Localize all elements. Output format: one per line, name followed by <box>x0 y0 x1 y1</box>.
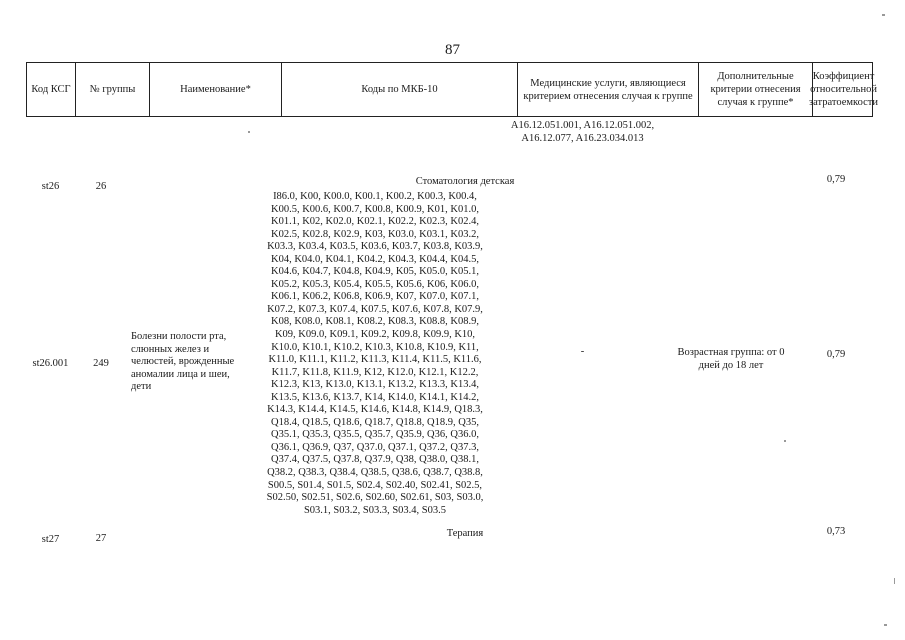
st27-code: st27 <box>41 534 60 545</box>
st26-profile: Стоматология детская <box>415 176 515 187</box>
st27-coefficient: 0,73 <box>826 526 846 537</box>
header-extra-criteria: Дополнительные критерии отнесения случая к группе* <box>699 63 813 116</box>
header-icd-codes: Коды по МКБ-10 <box>282 63 518 116</box>
st26-001-code: st26.001 <box>32 358 69 369</box>
header-name: Наименование* <box>150 63 282 116</box>
scan-speck <box>882 14 885 16</box>
st26-code: st26 <box>41 181 60 192</box>
scan-speck <box>248 131 250 133</box>
carryover-services: A16.12.051.001, A16.12.051.002, A16.12.077, A16.23.034.013 <box>510 120 655 144</box>
header-services: Медицинские услуги, являющиеся критерием отнесения случая к группе <box>518 63 699 116</box>
scan-speck <box>894 578 895 584</box>
st27-profile: Терапия <box>446 528 484 539</box>
st26-coefficient: 0,79 <box>826 174 846 185</box>
scan-speck <box>884 624 887 626</box>
table-header <box>26 62 878 117</box>
st26-001-group: 249 <box>93 358 109 369</box>
header-group-number: № группы <box>76 63 150 116</box>
st26-001-icd-codes: I86.0, K00, K00.0, K00.1, K00.2, K00.3, K00.4, K00.5, K00.6, K00.7, K00.8, K00.9, K01, K01.0, K01.1, K02, K02.0, K02.1, K02.2, K02.3, K02.4, K02.5, K02.8, K02.9, K03, K03.0, K03.1, K03.2, K03.3, K03.4, K03.5, K03.6, K03.7, K03.8, K03.9, K04, K04.0, K04.1, K04.2, K04.3, K04.4, K04.5, K04.6, K04.7, K04.8, K04.9, K05, K05.0, K05.1, K05.2, K05.3, K05.4, K05.5, K05.6, K06, K06.0, K06.1, K06.2, K06.8, K06.9, K07, K07.0, K07.1, K07.2, K07.3, K07.4, K07.5, K07.6, K07.8, K07.9, K08, K08.0, K08.1, K08.2, K08.3, K08.8, K08.9, K09, K09.0, K09.1, K09.2, K09.8, K09.9, K10, K10.0, K10.1, K10.2, K10.3, K10.8, K10.9, K11, K11.0, K11.1, K11.2, K11.3, K11.4, K11.5, K11.6, K11.7, K11.8, K11.9, K12, K12.0, K12.1, K12.2, K12.3, K13, K13.0, K13.1, K13.2, K13.3, K13.4, K13.5, K13.6, K13.7, K14, K14.0, K14.1, K14.2, K14.3, K14.4, K14.5, K14.6, K14.8, K14.9, Q18.3, Q18.4, Q18.5, Q18.6, Q18.7, Q18.8, Q18.9, Q35, Q35.1, Q35.3, Q35.5, Q35.7, Q35.9, Q36, Q36.0, Q36.1, Q36.9, Q37, Q37.0, Q37.1, Q37.2, Q37.3, Q37.4, Q37.5, Q37.8, Q37.9, Q38, Q38.0, Q38.1, Q38.2, Q38.3, Q38.4, Q38.5, Q38.6, Q38.7, Q38.8, S00.5, S01.4, S01.5, S02.4, S02.40, S02.41, S02.5, S02.50, S02.51, S02.6, S02.60, S02.61, S03, S03.0, S03.1, S03.2, S03.3, S03.4, S03.5 <box>266 191 484 516</box>
page-number: 87 <box>445 42 460 58</box>
st26-001-extra-criteria: Возрастная группа: от 0 дней до 18 лет <box>677 347 785 371</box>
st26-001-coefficient: 0,79 <box>826 349 846 360</box>
st26-001-services: - <box>580 346 585 357</box>
st26-001-name: Болезни полости рта, слюнных желез и челюстей, врожденные аномалии лица и шеи, дети <box>131 331 235 392</box>
header-coefficient: Коэффициент относительной затратоемкости <box>809 71 878 108</box>
st26-group: 26 <box>95 181 107 192</box>
st27-group: 27 <box>95 533 107 544</box>
header-code: Код КСГ <box>27 63 76 116</box>
scan-speck <box>784 440 786 442</box>
